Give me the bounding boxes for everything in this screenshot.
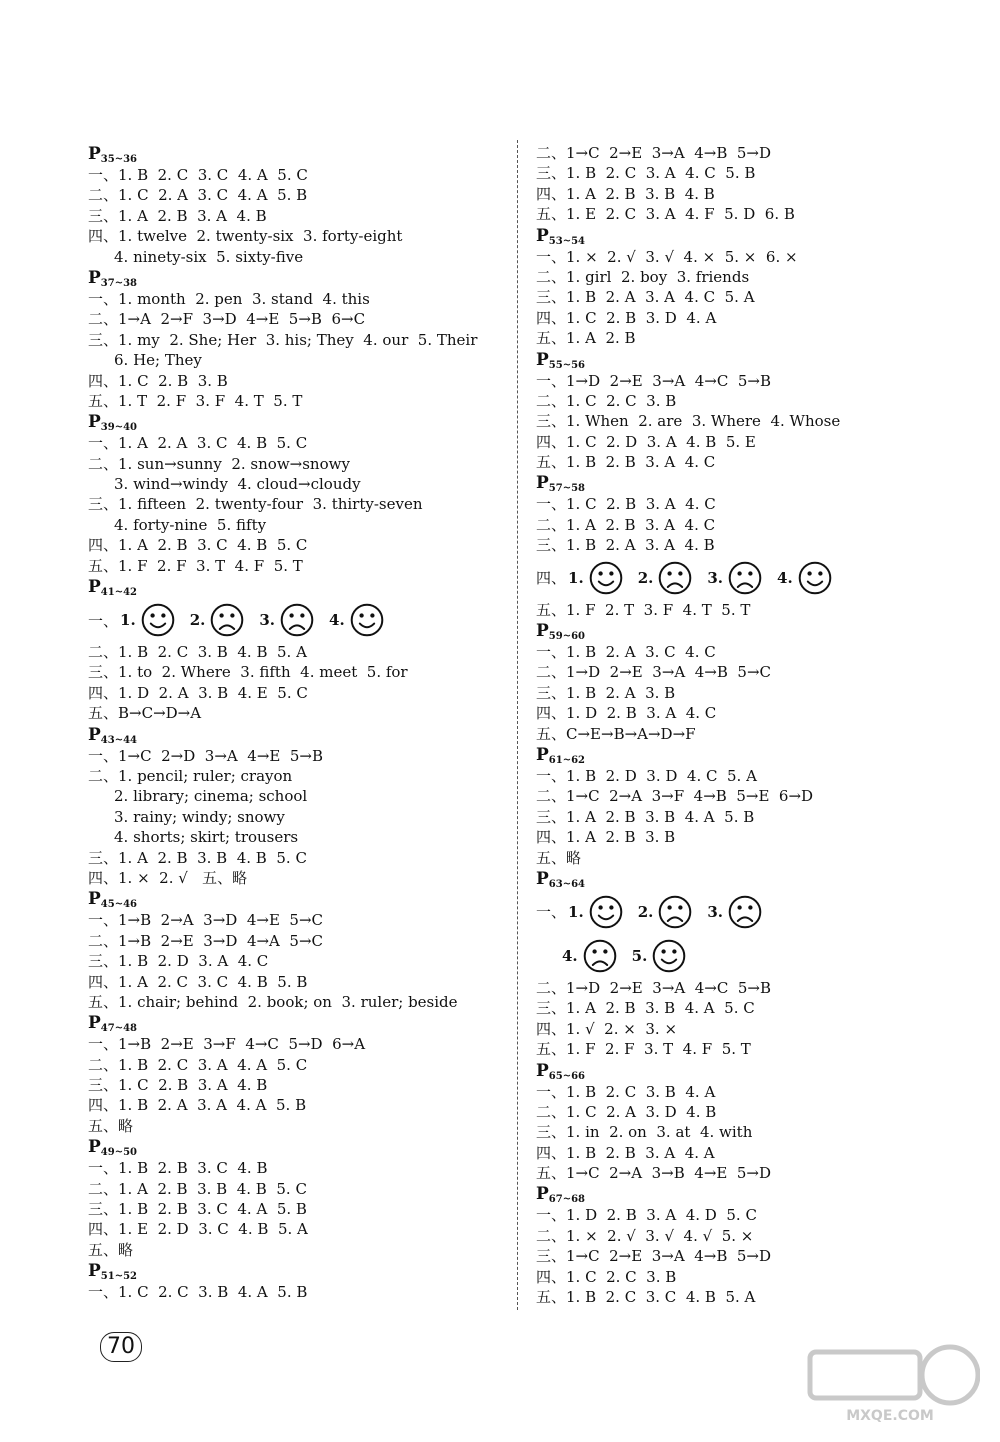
page-range-heading <box>536 744 956 766</box>
face-answer <box>707 894 763 930</box>
answer-line: 三、1. B 2. A 3. B <box>536 683 676 702</box>
page-range-heading <box>88 267 498 289</box>
answer-line: 五、B→C→D→A <box>88 704 202 723</box>
answer-line: 二、1. pencil; ruler; crayon <box>88 766 293 785</box>
answer-line: 三、1. fifteen 2. twenty-four 3. thirty-seven <box>88 495 423 514</box>
answer-line: 四、1. D 2. B 3. A 4. C <box>536 704 717 723</box>
face-answer-line <box>536 934 956 978</box>
answer-line: 四、1. B 2. A 3. A 4. A 5. B <box>88 1096 307 1115</box>
answer-line: 二、1→A 2→F 3→D 4→E 5→B 6→C <box>88 310 366 329</box>
answer-line: 四、1. A 2. B 3. B <box>536 828 676 847</box>
page-range-heading <box>88 411 498 433</box>
answer-line: 三、1. A 2. B 3. B 4. A 5. C <box>536 999 755 1018</box>
answer-line: 二、1. sun→sunny 2. snow→snowy <box>88 454 350 473</box>
question-number: 2. <box>637 568 654 587</box>
question-number: 2. <box>189 611 206 630</box>
page-letter: P <box>88 412 101 433</box>
answer-line: 四、1. A 2. B 3. C 4. B 5. C <box>88 536 308 555</box>
page-range: 57~58 <box>548 483 586 495</box>
answer-line: 五、1. F 2. T 3. F 4. T 5. T <box>536 600 751 619</box>
answer-line: 二、1. A 2. B 3. B 4. B 5. C <box>88 1179 307 1198</box>
answer-line: 二、1. A 2. B 3. A 4. C <box>536 515 716 534</box>
sad-face-icon <box>657 894 693 930</box>
answer-line: 二、1→D 2→E 3→A 4→B 5→C <box>536 663 772 682</box>
answer-line: 五、1. chair; behind 2. book; on 3. ruler; beside <box>88 992 458 1011</box>
face-answer <box>707 560 763 596</box>
question-number: 5. <box>631 946 648 965</box>
answer-line: 二、1. C 2. A 3. C 4. A 5. B <box>88 186 308 205</box>
face-answer <box>632 938 688 974</box>
face-answer <box>638 894 694 930</box>
answer-line: 三、1. When 2. are 3. Where 4. Whose <box>536 412 841 431</box>
page-range-heading <box>88 576 498 598</box>
answer-line: 一、1. C 2. B 3. A 4. C <box>536 495 716 514</box>
page-letter: P <box>88 724 101 745</box>
smiley-face-icon <box>797 560 833 596</box>
answer-line: 二、1→C 2→E 3→A 4→B 5→D <box>536 144 772 162</box>
answer-line: 五、略 <box>88 1240 134 1259</box>
answer-line: 四、1. √ 2. × 3. × <box>536 1019 678 1038</box>
answer-line: 二、1. girl 2. boy 3. friends <box>536 267 750 286</box>
page-letter: P <box>536 868 549 889</box>
page-range: 61~62 <box>548 754 586 766</box>
face-answer <box>120 602 176 638</box>
answer-line: 三、1. B 2. A 3. A 4. C 5. A <box>536 288 755 307</box>
page-letter: P <box>536 349 549 370</box>
answer-line: 四、1. C 2. B 3. D 4. A <box>536 308 717 327</box>
answer-line: 四、1. × 2. √ 五、略 <box>88 868 248 887</box>
face-answer-line <box>536 890 956 934</box>
answer-line: 三、1. B 2. C 3. A 4. C 5. B <box>536 164 756 183</box>
page-letter: P <box>88 267 101 288</box>
answer-line: 一、1. B 2. C 3. C 4. A 5. C <box>88 166 308 184</box>
answer-line: 三、1. A 2. B 3. A 4. B <box>88 206 267 225</box>
answer-line: 四、1. C 2. D 3. A 4. B 5. E <box>536 432 756 451</box>
answer-line: 一、1. D 2. B 3. A 4. D 5. C <box>536 1206 757 1225</box>
answer-line: 2. library; cinema; school <box>114 787 308 806</box>
page-letter: P <box>536 744 549 765</box>
answer-line: 五、1. A 2. B <box>536 329 636 348</box>
page-range: 67~68 <box>548 1194 586 1206</box>
answer-line: 五、1. F 2. F 3. T 4. F 5. T <box>536 1040 751 1059</box>
page-range-heading <box>88 888 498 910</box>
answer-line: 一、1→B 2→E 3→F 4→C 5→D 6→A <box>88 1035 366 1054</box>
page-range-heading <box>88 1012 498 1034</box>
answer-line: 五、1. B 2. B 3. A 4. C <box>536 453 716 472</box>
question-number: 3. <box>259 611 276 630</box>
question-number: 3. <box>707 568 724 587</box>
answer-line: 五、略 <box>88 1116 134 1135</box>
question-number: 4. <box>562 946 578 965</box>
answer-line: 三、1. A 2. B 3. B 4. B 5. C <box>88 848 307 867</box>
face-answer <box>777 560 833 596</box>
answer-line: 二、1. C 2. C 3. B <box>536 391 677 410</box>
answer-line: 一、1→C 2→D 3→A 4→E 5→B <box>88 746 324 765</box>
answer-line: 五、1. B 2. C 3. C 4. B 5. A <box>536 1288 756 1307</box>
question-number: 4. <box>777 568 793 587</box>
answer-line: 三、1. my 2. She; Her 3. his; They 4. our 5. Their <box>88 330 478 349</box>
page-range-heading <box>88 1136 498 1158</box>
answer-line: 三、1. to 2. Where 3. fifth 4. meet 5. for <box>88 663 408 682</box>
sad-face-icon <box>657 560 693 596</box>
page-range-heading <box>536 868 956 890</box>
answer-line: 四、1. A 2. B 3. B 4. B <box>536 184 715 203</box>
answer-line: 五、1. F 2. F 3. T 4. F 5. T <box>88 556 303 575</box>
page-letter: P <box>88 889 101 910</box>
face-answer-line <box>536 556 956 600</box>
page-range-heading <box>88 724 498 746</box>
face-answer-line <box>88 598 498 642</box>
answer-line: 四、1. C 2. C 3. B <box>536 1267 677 1286</box>
page-letter: P <box>536 621 549 642</box>
answer-line: 五、C→E→B→A→D→F <box>536 724 696 743</box>
answer-line: 四、1. A 2. C 3. C 4. B 5. B <box>88 972 308 991</box>
answer-line: 4. shorts; skirt; trousers <box>114 828 299 847</box>
page-range-heading <box>536 620 956 642</box>
watermark-logo-icon <box>800 1340 980 1410</box>
page-range: 45~46 <box>100 899 138 911</box>
face-answer <box>329 602 385 638</box>
question-number: 3. <box>707 902 724 921</box>
page-range-heading <box>536 472 956 494</box>
answer-line: 二、1. B 2. C 3. B 4. B 5. A <box>88 643 307 662</box>
face-answer <box>568 560 624 596</box>
smiley-face-icon <box>349 602 385 638</box>
page-range-heading <box>88 143 498 165</box>
answer-line: 三、1. in 2. on 3. at 4. with <box>536 1123 753 1142</box>
page-range-heading <box>536 225 956 247</box>
answer-line: 二、1→B 2→E 3→D 4→A 5→C <box>88 931 324 950</box>
answer-line: 五、1. T 2. F 3. F 4. T 5. T <box>88 391 303 410</box>
question-number: 4. <box>329 611 345 630</box>
page-range: 59~60 <box>548 631 586 643</box>
answer-line: 二、1→D 2→E 3→A 4→C 5→B <box>536 978 772 997</box>
page-letter: P <box>88 1261 101 1282</box>
answer-line: 一、1. B 2. C 3. B 4. A <box>536 1082 716 1101</box>
sad-face-icon <box>727 894 763 930</box>
page-letter: P <box>536 473 549 494</box>
section-number: 一、 <box>536 903 567 922</box>
page-range: 41~42 <box>100 587 138 599</box>
page-letter: P <box>88 1013 101 1034</box>
answer-line: 二、1. C 2. A 3. D 4. B <box>536 1102 717 1121</box>
answer-line: 一、1. B 2. B 3. C 4. B <box>88 1159 268 1178</box>
page-range: 37~38 <box>100 277 138 289</box>
page-range: 65~66 <box>548 1070 586 1082</box>
sad-face-icon <box>209 602 245 638</box>
question-number: 1. <box>568 568 584 587</box>
answer-line: 三、1. C 2. B 3. A 4. B <box>88 1076 268 1095</box>
face-answer <box>568 894 624 930</box>
answer-line: 一、1. × 2. √ 3. √ 4. × 5. × 6. × <box>536 247 798 266</box>
page-range: 43~44 <box>100 734 138 746</box>
answer-line: 三、1. A 2. B 3. B 4. A 5. B <box>536 807 755 826</box>
answer-line: 一、1→D 2→E 3→A 4→C 5→B <box>536 371 772 390</box>
smiley-face-icon <box>651 938 687 974</box>
watermark <box>800 1340 980 1430</box>
answer-line: 3. rainy; windy; snowy <box>114 807 285 826</box>
section-number: 四、 <box>536 569 567 588</box>
section-number: 一、 <box>88 611 119 630</box>
watermark-text: MXQE.COM <box>846 1408 934 1424</box>
page-letter: P <box>536 1060 549 1081</box>
page-letter: P <box>88 1137 101 1158</box>
left-column <box>88 143 498 1303</box>
answer-line: 4. ninety-six 5. sixty-five <box>114 247 304 266</box>
answer-line: 五、1. E 2. C 3. A 4. F 5. D 6. B <box>536 205 795 224</box>
smiley-face-icon <box>140 602 176 638</box>
page-letter: P <box>536 225 549 246</box>
answer-line: 二、1→C 2→A 3→F 4→B 5→E 6→D <box>536 787 814 806</box>
sad-face-icon <box>279 602 315 638</box>
page-range: 53~54 <box>548 235 586 247</box>
page-range: 55~56 <box>548 359 586 371</box>
answer-line: 三、1. B 2. D 3. A 4. C <box>88 952 269 971</box>
page-range: 49~50 <box>100 1147 138 1159</box>
page-range: 63~64 <box>548 878 586 890</box>
answer-line: 三、1. B 2. A 3. A 4. B <box>536 536 715 555</box>
page-letter: P <box>88 577 101 598</box>
answer-line: 三、1→C 2→E 3→A 4→B 5→D <box>536 1247 772 1266</box>
answer-line: 二、1. × 2. √ 3. √ 4. √ 5. × <box>536 1226 754 1245</box>
page-range: 47~48 <box>100 1023 138 1035</box>
answer-line: 四、1. E 2. D 3. C 4. B 5. A <box>88 1220 308 1239</box>
answer-line: 五、1→C 2→A 3→B 4→E 5→D <box>536 1164 772 1183</box>
page-range: 35~36 <box>100 154 138 165</box>
answer-line: 一、1. A 2. A 3. C 4. B 5. C <box>88 434 308 453</box>
face-answer <box>259 602 315 638</box>
answer-line: 一、1→B 2→A 3→D 4→E 5→C <box>88 911 324 930</box>
smiley-face-icon <box>588 560 624 596</box>
answer-line: 四、1. twelve 2. twenty-six 3. forty-eight <box>88 227 403 246</box>
answer-line: 五、略 <box>536 848 582 867</box>
answer-line: 四、1. C 2. B 3. B <box>88 371 228 390</box>
question-number: 2. <box>637 902 654 921</box>
answer-line: 一、1. C 2. C 3. B 4. A 5. B <box>88 1283 308 1302</box>
answer-line: 二、1. B 2. C 3. A 4. A 5. C <box>88 1055 308 1074</box>
answer-line: 三、1. B 2. B 3. C 4. A 5. B <box>88 1200 307 1219</box>
answer-line: 一、1. B 2. A 3. C 4. C <box>536 643 716 662</box>
page-range-heading <box>536 349 956 371</box>
answer-line: 一、1. B 2. D 3. D 4. C 5. A <box>536 766 757 785</box>
face-answer <box>562 938 618 974</box>
page-range-heading <box>536 1060 956 1082</box>
page-range-heading <box>88 1260 498 1282</box>
question-number: 1. <box>120 611 136 630</box>
face-answer <box>190 602 246 638</box>
answer-line: 3. wind→windy 4. cloud→cloudy <box>114 475 361 494</box>
face-answer <box>638 560 694 596</box>
page-letter: P <box>88 144 101 164</box>
column-divider <box>517 140 518 1310</box>
page-number-badge: 70 <box>100 1332 142 1362</box>
page-letter: P <box>536 1184 549 1205</box>
page-range: 39~40 <box>100 422 138 434</box>
sad-face-icon <box>727 560 763 596</box>
question-number: 1. <box>568 902 584 921</box>
answer-line: 6. He; They <box>114 351 202 370</box>
answer-line: 四、1. D 2. A 3. B 4. E 5. C <box>88 683 308 702</box>
answer-line: 四、1. B 2. B 3. A 4. A <box>536 1143 715 1162</box>
smiley-face-icon <box>588 894 624 930</box>
right-column <box>536 143 956 1307</box>
sad-face-icon <box>582 938 618 974</box>
page-range-heading <box>536 1183 956 1205</box>
page-range: 51~52 <box>100 1271 138 1283</box>
answer-line: 4. forty-nine 5. fifty <box>114 515 267 534</box>
answer-line: 一、1. month 2. pen 3. stand 4. this <box>88 289 370 308</box>
page-number <box>100 1332 142 1362</box>
